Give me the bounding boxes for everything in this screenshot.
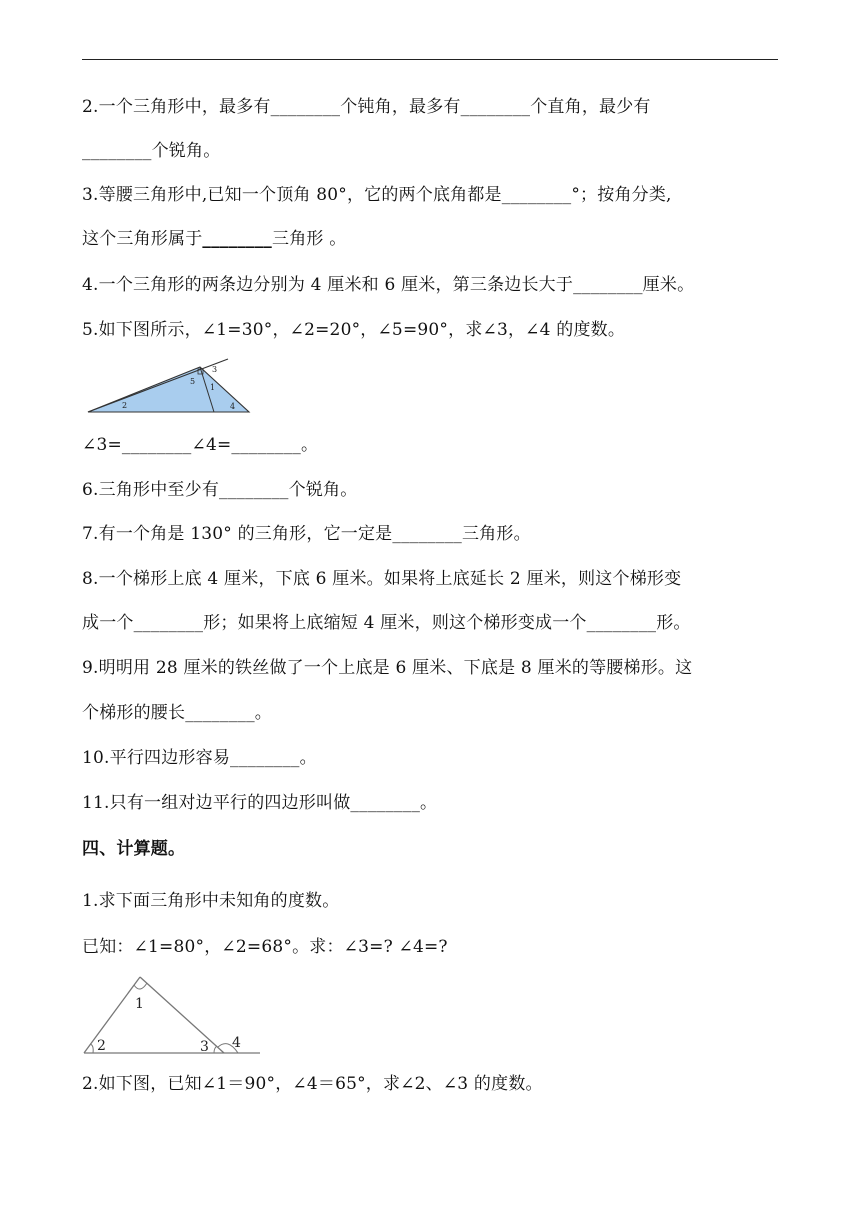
question-3-line-1: 3.等腰三角形中,已知一个顶角 80°，它的两个底角都是________°；按角分类,	[82, 185, 672, 205]
angle-1-arc	[134, 983, 147, 989]
calc-question-1: 1.求下面三角形中未知角的度数。	[82, 891, 340, 911]
question-5: 5.如下图所示，∠1=30°，∠2=20°，∠5=90°，求∠3，∠4 的度数。	[82, 320, 626, 340]
question-8-line-1: 8.一个梯形上底 4 厘米，下底 6 厘米。如果将上底延长 2 厘米，则这个梯形变	[82, 569, 682, 589]
question-3-text: 这个三角形属于	[82, 229, 203, 249]
label-2: 2	[122, 401, 128, 410]
angle-2-arc	[90, 1044, 93, 1053]
question-9-line-2: 个梯形的腰长________。	[82, 703, 272, 723]
question-3-blank: ________	[202, 229, 273, 249]
question-6: 6.三角形中至少有________个锐角。	[82, 480, 358, 500]
question-5-answer: ∠3=________∠4=________。	[82, 435, 319, 455]
header-rule	[82, 59, 778, 60]
label-3: 3	[212, 365, 218, 374]
calc-question-2: 2.如下图，已知∠1＝90°，∠4＝65°，求∠2、∠3 的度数。	[82, 1074, 543, 1094]
label-3: 3	[200, 1039, 209, 1055]
label-1: 1	[135, 996, 144, 1012]
question-8-line-2: 成一个________形；如果将上底缩短 4 厘米，则这个梯形变成一个________形。	[82, 613, 691, 633]
question-9-line-1: 9.明明用 28 厘米的铁丝做了一个上底是 6 厘米、下底是 8 厘米的等腰梯形。这	[82, 658, 693, 678]
question-2-line-2: ________个锐角。	[82, 141, 221, 161]
section-heading: 四、计算题。	[82, 839, 186, 859]
left-side	[84, 977, 140, 1053]
label-2: 2	[97, 1038, 106, 1054]
question-2-line-1: 2.一个三角形中，最多有________个钝角，最多有________个直角，最少有	[82, 97, 651, 117]
question-3-tail: 三角形 。	[272, 229, 347, 249]
label-1: 1	[210, 383, 216, 392]
label-4: 4	[230, 402, 236, 411]
label-4: 4	[232, 1035, 241, 1051]
question-3-line-2	[82, 227, 346, 251]
question-10: 10.平行四边形容易________。	[82, 748, 317, 768]
right-side	[140, 977, 224, 1053]
question-7: 7.有一个角是 130° 的三角形，它一定是________三角形。	[82, 524, 531, 544]
triangle-figure-1	[82, 355, 254, 415]
triangle-figure-2	[82, 970, 264, 1060]
label-5: 5	[190, 377, 196, 386]
question-11: 11.只有一组对边平行的四边形叫做________。	[82, 793, 438, 813]
triangle-fill	[88, 367, 249, 412]
calc-question-1-given: 已知：∠1=80°，∠2=68°。求：∠3=? ∠4=?	[82, 937, 448, 957]
question-4: 4.一个三角形的两条边分别为 4 厘米和 6 厘米，第三条边长大于________厘米。	[82, 275, 695, 295]
